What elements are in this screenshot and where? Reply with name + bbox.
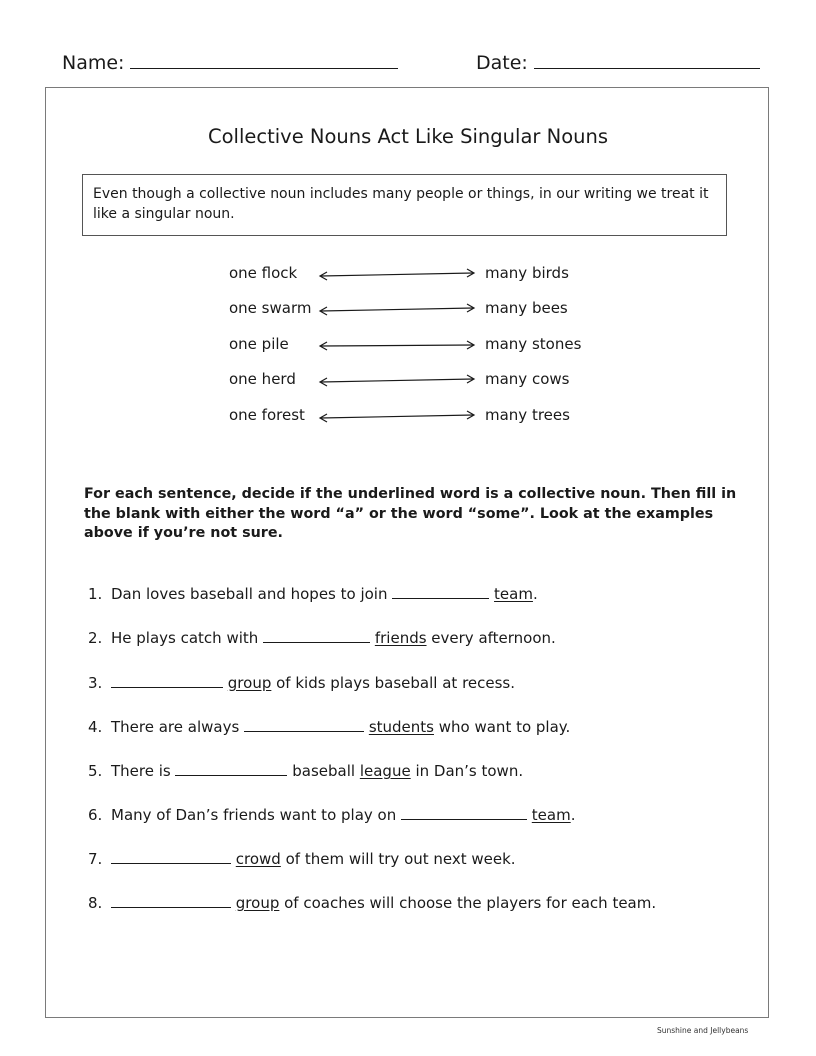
question-item xyxy=(88,584,538,603)
pair-left: one forest xyxy=(229,406,305,424)
question-text-end: of coaches will choose the players for each team. xyxy=(279,894,657,912)
question-text: He plays catch with xyxy=(111,629,264,647)
double-arrow-icon xyxy=(317,266,477,282)
pair-left: one flock xyxy=(229,264,298,282)
question-text: There is xyxy=(111,762,176,780)
pair-left: one herd xyxy=(229,370,296,388)
date-blank xyxy=(534,52,760,69)
pair-right: many trees xyxy=(485,406,570,424)
underlined-word: league xyxy=(359,762,411,780)
name-blank xyxy=(130,52,398,69)
pair-row xyxy=(229,370,629,390)
date-field xyxy=(476,52,760,74)
answer-blank[interactable] xyxy=(175,761,287,776)
pair-right: many cows xyxy=(485,370,570,388)
question-text-end: in Dan’s town. xyxy=(410,762,524,780)
underlined-word: crowd xyxy=(235,850,281,868)
answer-blank[interactable] xyxy=(111,893,231,908)
question-text: Dan loves baseball and hopes to join xyxy=(111,585,393,603)
question-text-end: of them will try out next week. xyxy=(280,850,516,868)
question-number: 6. xyxy=(88,806,103,824)
pair-row xyxy=(229,406,629,426)
question-text-end: who want to play. xyxy=(433,718,571,736)
double-arrow-icon xyxy=(317,372,477,388)
question-text-end: . xyxy=(570,806,576,824)
question-number: 3. xyxy=(88,674,103,692)
underlined-word: friends xyxy=(374,629,427,647)
question-item xyxy=(88,717,570,736)
date-label: Date: xyxy=(476,52,528,74)
underlined-word: students xyxy=(368,718,434,736)
page-title: Collective Nouns Act Like Singular Nouns xyxy=(208,125,608,148)
answer-blank[interactable] xyxy=(111,849,231,864)
question-item xyxy=(88,849,516,868)
underlined-word: team xyxy=(494,585,533,603)
double-arrow-icon xyxy=(317,337,477,353)
question-number: 7. xyxy=(88,850,103,868)
credit-text: Sunshine and Jellybeans xyxy=(657,1026,749,1035)
question-text-end: every afternoon. xyxy=(426,629,556,647)
pair-row xyxy=(229,264,629,284)
underlined-word: team xyxy=(531,806,571,824)
double-arrow-icon xyxy=(317,408,477,424)
answer-blank[interactable] xyxy=(111,673,223,688)
pair-left: one pile xyxy=(229,335,289,353)
question-text-mid: baseball xyxy=(287,762,360,780)
answer-blank[interactable] xyxy=(401,805,527,820)
pair-right: many birds xyxy=(485,264,569,282)
name-field xyxy=(62,52,398,74)
answer-blank[interactable] xyxy=(392,584,489,599)
question-number: 8. xyxy=(88,894,103,912)
question-text-end: . xyxy=(532,585,538,603)
question-item xyxy=(88,805,575,824)
question-item xyxy=(88,673,515,692)
pair-right: many bees xyxy=(485,299,568,317)
name-label: Name: xyxy=(62,52,125,74)
answer-blank[interactable] xyxy=(263,628,370,643)
pair-row xyxy=(229,335,629,355)
question-item xyxy=(88,628,556,647)
question-text: Many of Dan’s friends want to play on xyxy=(111,806,401,824)
answer-blank[interactable] xyxy=(244,717,364,732)
question-text-end: of kids plays baseball at recess. xyxy=(271,674,516,692)
question-number: 2. xyxy=(88,629,103,647)
definition-box: Even though a collective noun includes many people or things, in our writing we treat it like a singular noun. xyxy=(82,174,727,236)
underlined-word: group xyxy=(227,674,272,692)
pair-right: many stones xyxy=(485,335,582,353)
pair-row xyxy=(229,299,629,319)
pair-left: one swarm xyxy=(229,299,312,317)
question-item xyxy=(88,761,523,780)
question-item xyxy=(88,893,656,912)
question-number: 1. xyxy=(88,585,103,603)
question-number: 4. xyxy=(88,718,103,736)
question-number: 5. xyxy=(88,762,103,780)
underlined-word: group xyxy=(235,894,280,912)
instructions: For each sentence, decide if the underlined word is a collective noun. Then fill in the blank with either the word “a” or the word “some”. Look at the examples above if you’re not sure. xyxy=(84,486,737,541)
double-arrow-icon xyxy=(317,301,477,317)
question-text: There are always xyxy=(111,718,245,736)
